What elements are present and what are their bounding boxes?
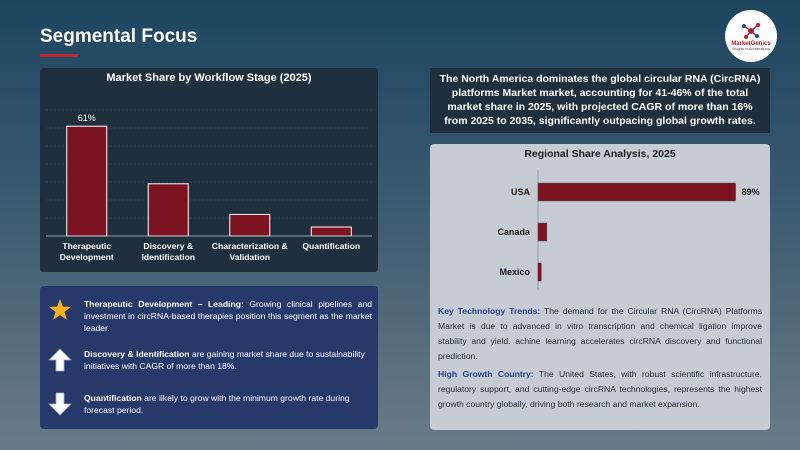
note-bold: Quantification <box>84 393 142 403</box>
category-tick-label: Therapeutic Development <box>59 241 114 262</box>
note-body: are likely to grow with the minimum growth rate during forecast period. <box>84 393 350 415</box>
insights-text <box>438 304 762 412</box>
region-bar-mark <box>538 223 547 241</box>
star-icon <box>48 298 72 322</box>
bar-mark <box>148 184 188 236</box>
note-therapeutic <box>48 298 372 334</box>
segment-notes-panel <box>40 286 378 429</box>
note-text-discovery <box>84 348 372 372</box>
workflow-chart-panel <box>40 68 378 272</box>
note-discovery <box>48 348 372 372</box>
brand-logo <box>725 10 777 62</box>
logo-tagline: Insights to Accelerations <box>732 46 770 51</box>
region-bar-mark <box>538 263 541 281</box>
region-tick-label: USA <box>510 187 530 197</box>
trends-paragraph <box>438 304 762 364</box>
network-logo-icon <box>740 22 762 40</box>
region-bar-mark <box>538 183 736 201</box>
trends-label: Key Technology Trends: <box>438 306 541 316</box>
workflow-chart-title: Market Share by Workflow Stage (2025) <box>106 72 312 84</box>
page-title: Segmental Focus <box>40 26 198 47</box>
region-data-label: 89% <box>741 187 760 197</box>
country-body: The United States, with robust scientific infrastructure, regulatory support, and cutting-edge circRNA technologies, represents the highest growth country globally, driving both research and market expansion. <box>438 369 762 409</box>
logo-name: MarketGenics <box>731 40 771 47</box>
trends-body: The demand for the Circular RNA (CircRNA) Platforms Market is due to advanced in vitro transcription and chemical ligation improve stability and yield. achine learning accelerates circRNA discovery and functional prediction. <box>438 306 762 361</box>
headline-summary: The North America dominates the global circular RNA (CircRNA) platforms Market market, accounting for 41-46% of the total market share in 2025, with projected CAGR of more than 16% from 2025 to 2035, significantly outpacing global growth rates. <box>430 68 770 133</box>
arrow-down-icon <box>48 392 72 416</box>
bar-data-label: 61% <box>77 113 96 124</box>
note-bold: Discovery & Identification <box>84 349 190 359</box>
note-quantification <box>48 392 372 416</box>
workflow-bar-chart <box>40 68 378 272</box>
bar-mark <box>230 214 270 236</box>
regional-chart-title: Regional Share Analysis, 2025 <box>524 148 676 160</box>
regional-bar-chart <box>430 144 770 294</box>
note-body: Growing clinical pipelines and investment in circRNA-based therapies position this segment as the market leader. <box>84 299 372 333</box>
title-underline <box>40 54 78 57</box>
region-tick-label: Canada <box>497 227 530 237</box>
note-body: are gaining market share due to sustainability initiatives with CAGR of more than 18%. <box>84 349 365 371</box>
note-text-quantification <box>84 392 372 416</box>
arrow-up-icon <box>48 348 72 372</box>
category-tick-label: Quantification <box>302 241 361 251</box>
category-tick-label: Characterization & Validation <box>211 241 288 262</box>
bar-mark <box>67 126 107 236</box>
category-tick-label: Discovery & Identification <box>141 241 195 262</box>
note-text-therapeutic <box>84 298 372 334</box>
country-label: High Growth Country: <box>438 369 534 379</box>
note-bold: Therapeutic Development – Leading: <box>84 299 244 309</box>
region-tick-label: Mexico <box>499 267 530 277</box>
bar-mark <box>311 227 351 236</box>
regional-panel <box>430 144 770 430</box>
country-paragraph <box>438 367 762 412</box>
